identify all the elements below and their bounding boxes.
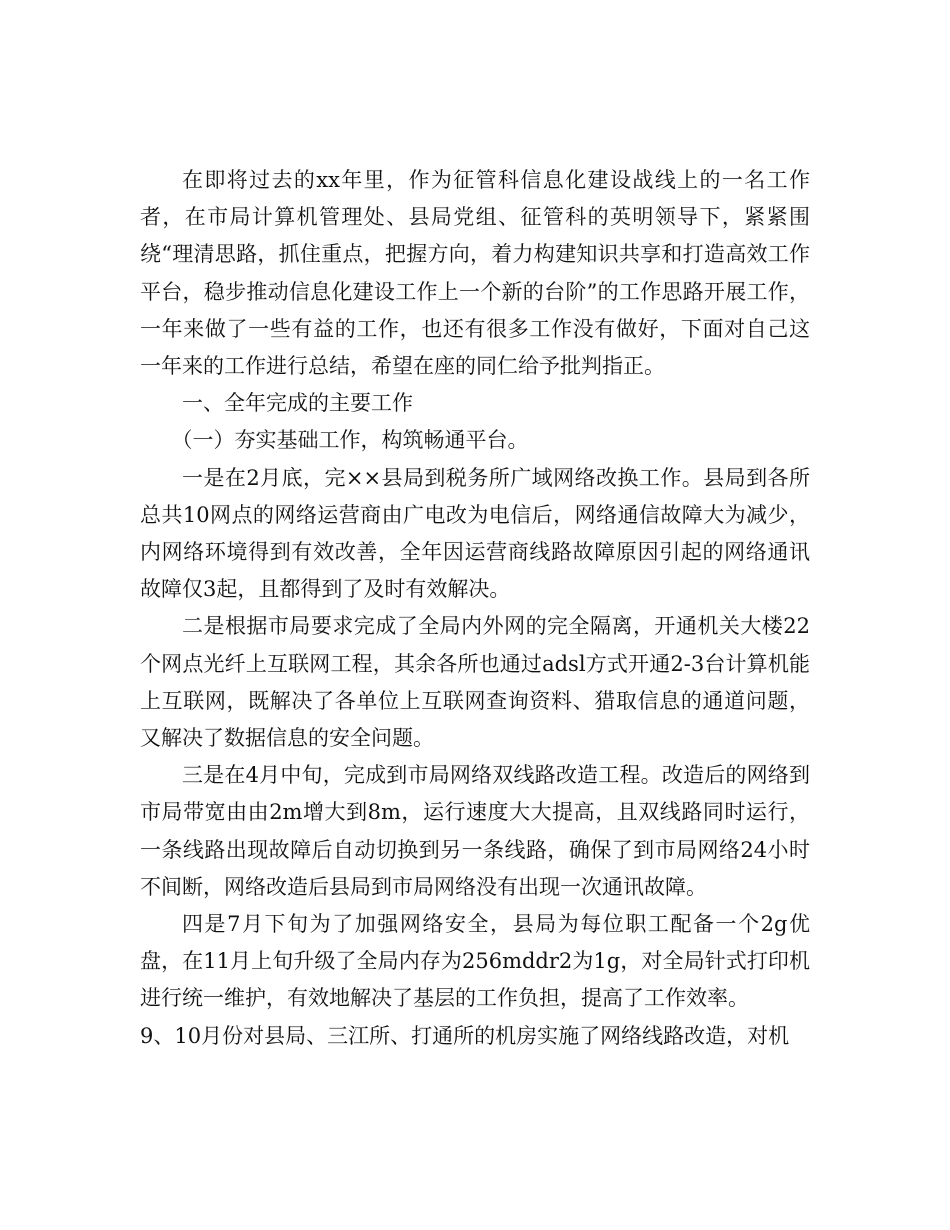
intro-paragraph: 在即将过去的xx年里，作为征管科信息化建设战线上的一名工作者，在市局计算机管理处、县局党组、征管科的英明领导下，紧紧围绕“理清思路，抓住重点，把握方向，着力构建知识共享和打造高效工作平台，稳步推动信息化建设工作上一个新的台阶”的工作思路开展工作，一年来做了一些有益的工作，也还有很多工作没有做好，下面对自己这一年来的工作进行总结，希望在座的同仁给予批判指正。	[140, 168, 810, 379]
body-paragraph-3: 三是在4月中旬，完成到市局网络双线路改造工程。改造后的网络到市局带宽由由2m增大到8m，运行速度大大提高，且双线路同时运行，一条线路出现故障后自动切换到另一条线路，确保了到市局网络24小时不间断，网络改造后县局到市局网络没有出现一次通讯故障。	[140, 763, 810, 899]
section-heading: 一、全年完成的主要工作	[182, 391, 413, 416]
subsection-heading: （一）夯实基础工作，构筑畅通平台。	[171, 428, 529, 453]
body-paragraph-2: 二是根据市局要求完成了全局内外网的完全隔离，开通机关大楼22个网点光纤上互联网工程，其余各所也通过adsl方式开通2-3台计算机能上互联网，既解决了各单位上互联网查询资料、猎取信息的通道问题，又解决了数据信息的安全问题。	[140, 614, 810, 751]
body-paragraph-1: 一是在2月底，完××县局到税务所广域网络改换工作。县局到各所总共10网点的网络运营商由广电改为电信后，网络通信故障大为减少，内网络环境得到有效改善，全年因运营商线路故障原因引起的网络通讯故障仅3起，且都得到了及时有效解决。	[140, 465, 810, 602]
document-page	[140, 162, 810, 1055]
body-paragraph-5: 9、10月份对县局、三江所、打通所的机房实施了网络线路改造，对机	[140, 1023, 790, 1048]
body-paragraph-4: 四是7月下旬为了加强网络安全，县局为每位职工配备一个2g优盘，在11月上旬升级了全局内存为256mddr2为1g，对全局针式打印机进行统一维护，有效地解决了基层的工作负担，提高了工作效率。	[140, 912, 810, 1011]
